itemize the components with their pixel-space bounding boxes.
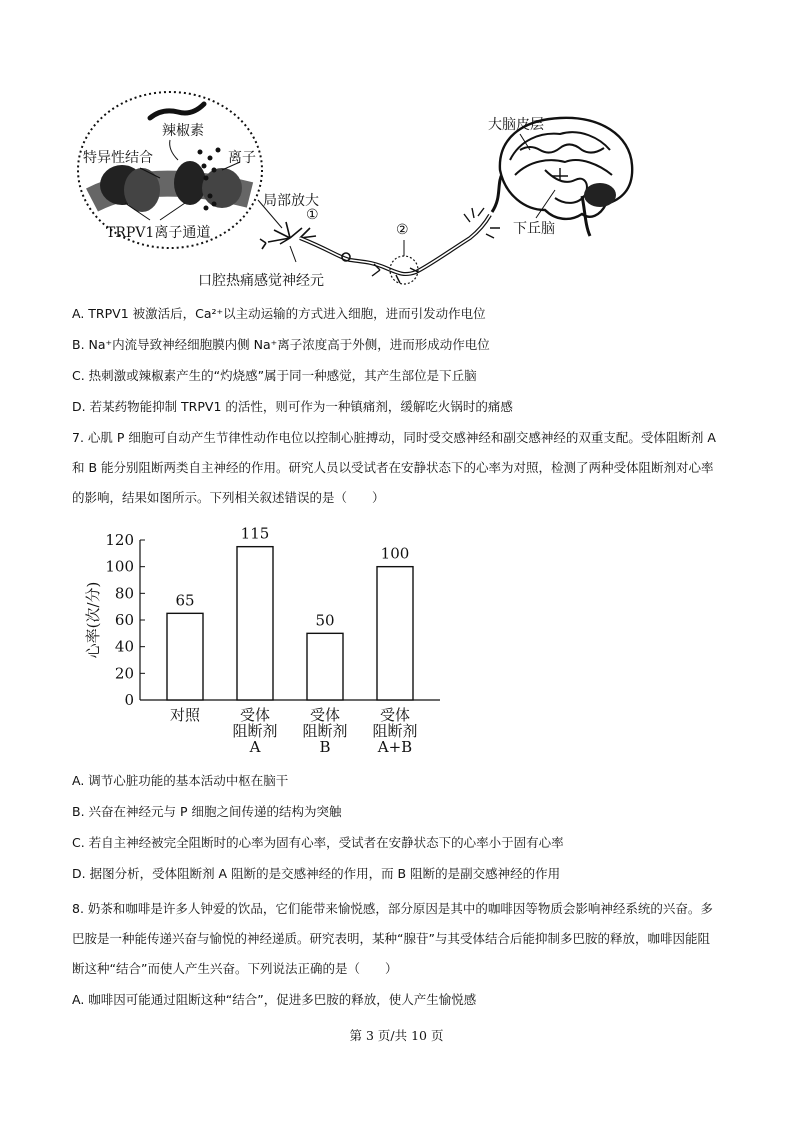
q6-option-c: C. 热刺激或辣椒素产生的“灼烧感”属于同一种感觉，其产生部位是下丘脑: [72, 368, 477, 383]
category-label: 阻断剂: [302, 722, 348, 740]
q7-stem: 7. 心肌 P 细胞可自动产生节律性动作电位以控制心脏搏动，同时受交感神经和副交感神经的双重支配。受体阻断剂 A 和 B 能分别阻断两类自主神经的作用。研究人员以受试者在安静状态下的心率为对照，检测了两种受体阻断剂对心率的影响，结果如图所示。下列相关叙述错误的是（ ）: [72, 430, 716, 505]
q7-option-a: A. 调节心脏功能的基本活动中枢在脑干: [72, 773, 289, 788]
marker-2: ②: [396, 222, 409, 238]
category-label: 受体: [239, 706, 271, 724]
channel-protein-right-2: [202, 168, 242, 208]
heart-rate-chart-svg: [80, 520, 460, 770]
category-label: A+B: [377, 738, 413, 756]
category-label: 对照: [169, 706, 201, 724]
q8-option-a: A. 咖啡因可能通过阻断这种“结合”，促进多巴胺的释放，使人产生愉悦感: [72, 992, 477, 1007]
y-tick-label: 0: [124, 691, 134, 709]
neuron-label-pointer: [290, 246, 296, 262]
y-tick-label: 100: [105, 557, 134, 576]
hypothalamus-label: 下丘脑: [513, 221, 555, 237]
heart-rate-chart: [80, 520, 460, 770]
bar: [167, 613, 203, 700]
specific-binding-label: 特异性结合: [83, 150, 153, 166]
bar: [377, 567, 413, 700]
category-label: A: [249, 738, 261, 756]
y-tick-label: 40: [114, 637, 134, 656]
trpv1-channel-label: TRPV1离子通道: [106, 225, 211, 241]
neuron-pathway-figure: [0, 0, 793, 300]
bar: [307, 633, 343, 700]
ion-label: 离子: [228, 150, 256, 166]
neuron-label: 口腔热痛感觉神经元: [198, 273, 324, 289]
bar-value-label: 115: [240, 524, 270, 543]
q6-option-b: B. Na⁺内流导致神经细胞膜内侧 Na⁺离子浓度高于外侧，进而形成动作电位: [72, 337, 490, 352]
channel-pointer-2: [160, 203, 185, 220]
page-footer: 第 3 页/共 10 页: [349, 1028, 444, 1043]
neuron-dendrites: [260, 222, 316, 249]
category-label: B: [319, 738, 331, 756]
category-label: 阻断剂: [372, 722, 418, 740]
bar-value-label: 50: [315, 611, 335, 630]
bar-value-label: 100: [380, 544, 410, 563]
q6-option-a: A. TRPV1 被激活后，Ca²⁺以主动运输的方式进入细胞，进而引发动作电位: [72, 306, 486, 321]
q7-option-b: B. 兴奋在神经元与 P 细胞之间传递的结构为突触: [72, 804, 342, 819]
y-tick-label: 80: [114, 584, 134, 603]
y-tick-label: 20: [114, 664, 134, 683]
bar: [237, 547, 273, 700]
q7-option-c: C. 若自主神经被完全阻断时的心率为固有心率，受试者在安静状态下的心率小于固有心率: [72, 835, 564, 850]
q8-stem: 8. 奶茶和咖啡是许多人钟爱的饮品，它们能带来愉悦感，部分原因是其中的咖啡因等物质会影响神经系统的兴奋。多巴胺是一种能传递兴奋与愉悦的神经递质。研究表明，某种“腺苷”与其受体结合后能抑制多巴胺的释放，咖啡因能阻断这种“结合”而使人产生兴奋。下列说法正确的是（ ）: [72, 901, 713, 976]
marker-1: ①: [306, 207, 319, 223]
y-tick-label: 60: [114, 611, 134, 629]
local-zoom-label: 局部放大: [263, 193, 319, 209]
bar-value-label: 65: [175, 591, 195, 610]
y-axis-label: 心率(次/分): [84, 581, 102, 659]
capsaicin-pointer: [170, 140, 178, 160]
axon: [300, 215, 490, 274]
q7-option-d: D. 据图分析，受体阻断剂 A 阻断的是交感神经的作用，而 B 阻断的是副交感神经的作用: [72, 866, 561, 881]
cortex-label: 大脑皮层: [488, 117, 544, 133]
category-label: 阻断剂: [232, 722, 278, 740]
channel-protein-right: [174, 161, 206, 205]
category-label: 受体: [309, 706, 341, 724]
q6-option-d: D. 若某药物能抑制 TRPV1 的活性，则可作为一种镇痛剂，缓解吃火锅时的痛感: [72, 399, 513, 414]
y-tick-label: 120: [105, 531, 134, 549]
category-label: 受体: [379, 706, 411, 724]
capsaicin-molecule: [150, 104, 204, 118]
capsaicin-label: 辣椒素: [162, 123, 204, 139]
